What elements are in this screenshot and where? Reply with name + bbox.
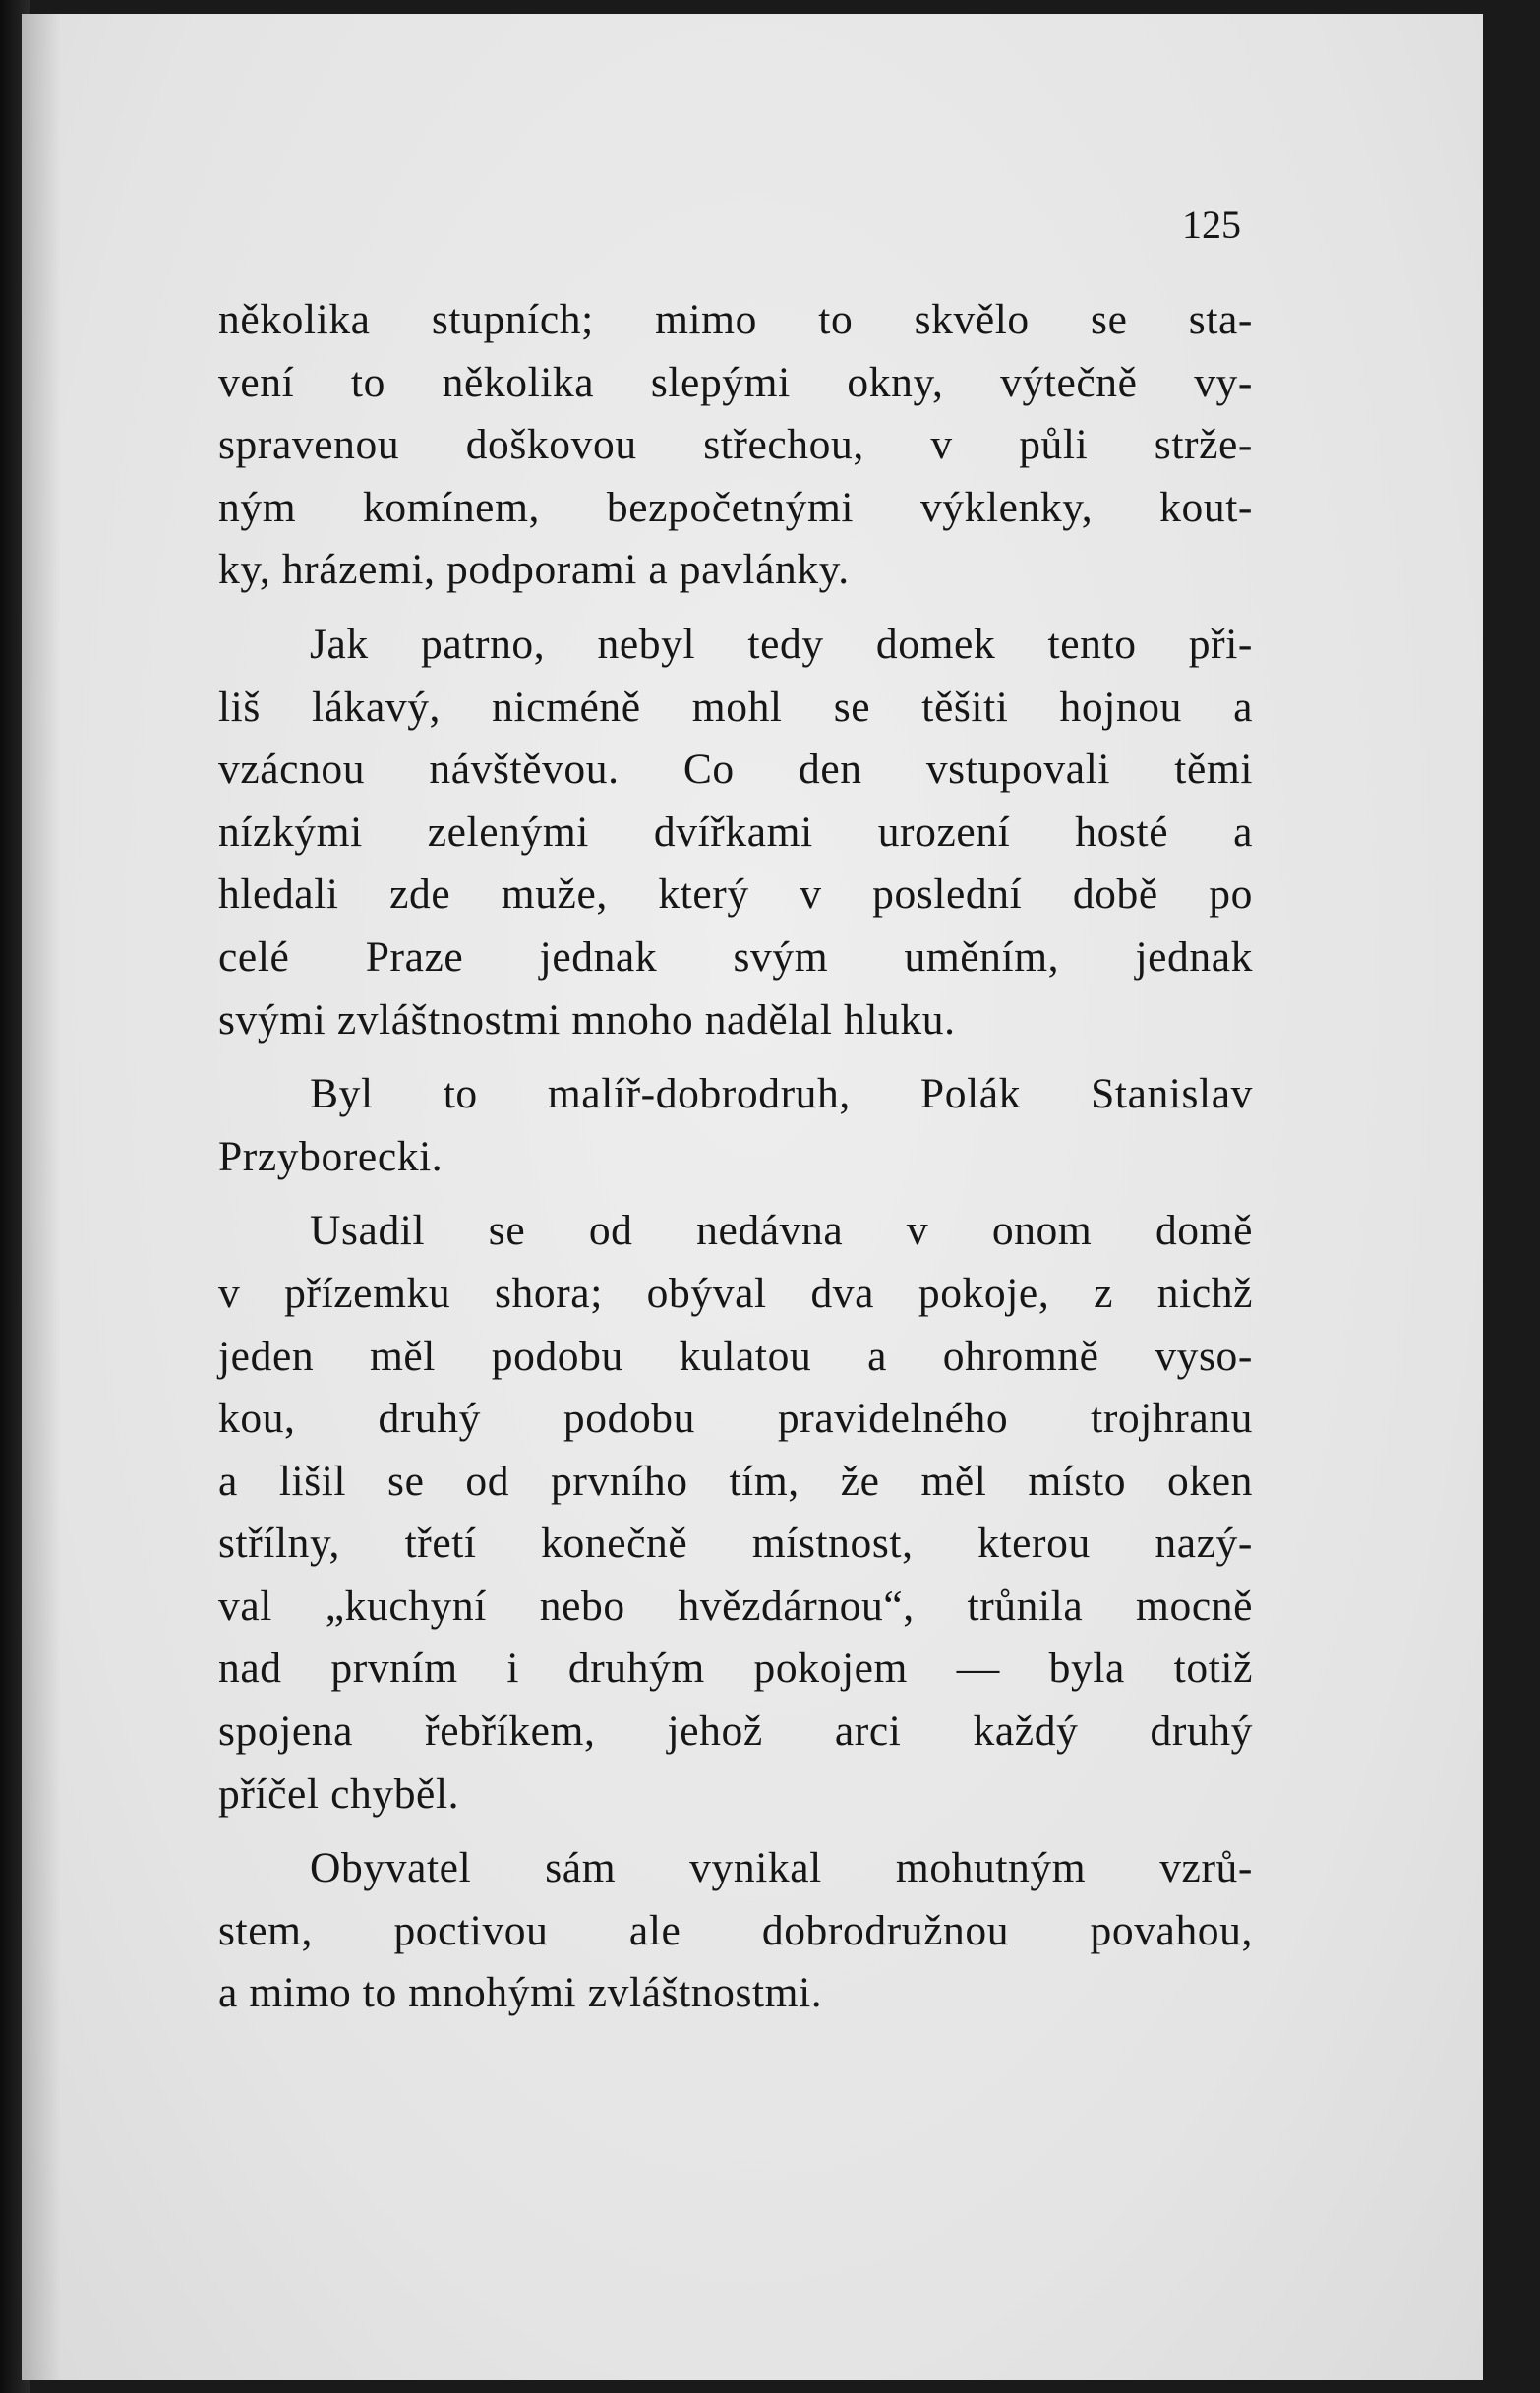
text-line: Obyvatel sám vynikal mohutným vzrů- bbox=[310, 1844, 1253, 1892]
text-line: Jak patrno, nebyl tedy domek tento při- bbox=[310, 620, 1253, 668]
text-line: ky, hrázemi, podporami a pavlánky. bbox=[218, 546, 850, 594]
book-page bbox=[22, 14, 1483, 2380]
text-line: spojena řebříkem, jehož arci každý druhý bbox=[218, 1707, 1253, 1756]
page-number: 125 bbox=[1182, 203, 1241, 247]
body-text bbox=[218, 289, 1253, 2025]
text-line: Byl to malíř-dobrodruh, Polák Stanislav bbox=[310, 1070, 1253, 1118]
text-line: v přízemku shora; obýval dva pokoje, z nichž bbox=[218, 1269, 1253, 1317]
text-line: Usadil se od nedávna v onom domě bbox=[310, 1207, 1253, 1255]
text-line: několika stupních; mimo to skvělo se sta- bbox=[218, 296, 1253, 343]
text-line: příčel chyběl. bbox=[218, 1769, 460, 1818]
text-line: stem, poctivou ale dobrodružnou povahou, bbox=[218, 1906, 1253, 1954]
text-line: spravenou doškovou střechou, v půli strže- bbox=[218, 421, 1253, 469]
text-line: a mimo to mnohými zvláštnostmi. bbox=[218, 1969, 823, 2017]
text-line: celé Praze jednak svým uměním, jednak bbox=[218, 932, 1253, 981]
text-line: střílny, třetí konečně místnost, kterou nazý- bbox=[218, 1520, 1253, 1568]
text-line: nízkými zelenými dvířkami urození hosté a bbox=[218, 808, 1253, 856]
text-line: val „kuchyní nebo hvězdárnou“, trůnila mocně bbox=[218, 1582, 1253, 1630]
page-gutter-shadow bbox=[22, 14, 61, 2380]
text-line: nad prvním i druhým pokojem — byla totiž bbox=[218, 1645, 1253, 1693]
text-line: jeden měl podobu kulatou a ohromně vyso- bbox=[218, 1332, 1253, 1380]
text-line: vzácnou návštěvou. Co den vstupovali těmi bbox=[218, 746, 1253, 794]
text-line: liš lákavý, nicméně mohl se těšiti hojnou a bbox=[218, 683, 1253, 731]
text-line: kou, druhý podobu pravidelného trojhranu bbox=[218, 1395, 1253, 1443]
text-line: ným komínem, bezpočetnými výklenky, kout- bbox=[218, 483, 1253, 531]
text-line: vení to několika slepými okny, výtečně vy- bbox=[218, 358, 1253, 406]
text-line: Przyborecki. bbox=[218, 1132, 444, 1180]
text-line: hledali zde muže, který v poslední době po bbox=[218, 870, 1253, 919]
text-line: a lišil se od prvního tím, že měl místo oken bbox=[218, 1457, 1253, 1505]
text-line: svými zvláštnostmi mnoho nadělal hluku. bbox=[218, 995, 956, 1044]
